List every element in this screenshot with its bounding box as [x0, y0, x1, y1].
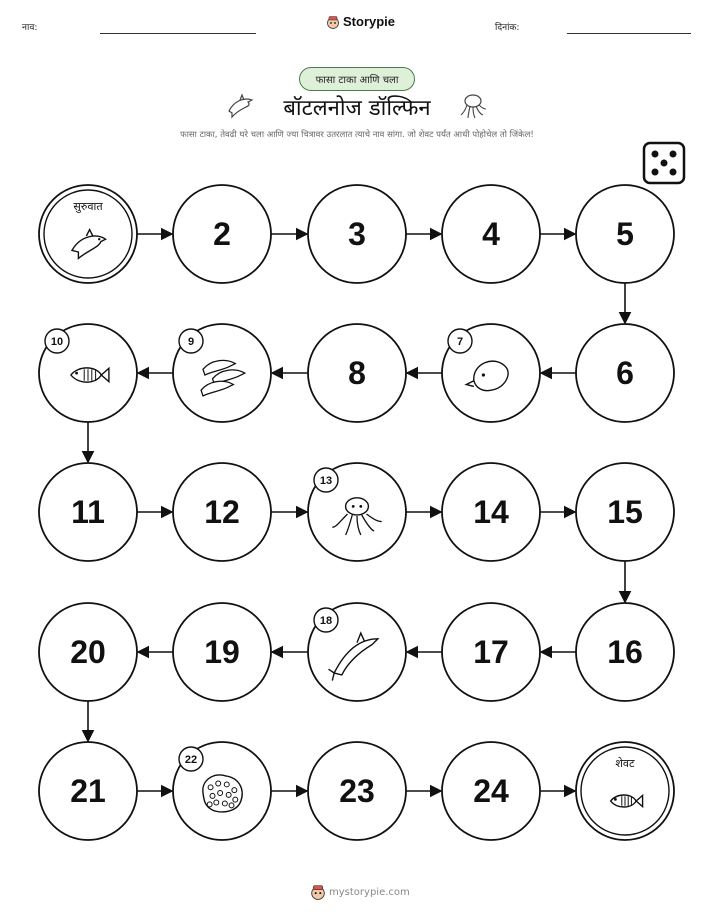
board-cell-11[interactable]	[39, 463, 137, 561]
board-cell-23[interactable]	[308, 742, 406, 840]
board-cell-19[interactable]	[173, 603, 271, 701]
cell-number: 15	[607, 494, 643, 530]
cell-number: 19	[204, 634, 240, 670]
svg-text:22: 22	[184, 754, 198, 766]
board-cell-24[interactable]	[442, 742, 540, 840]
board-cell-9[interactable]	[173, 324, 271, 422]
footer-url[interactable]: mystorypie.com	[329, 886, 410, 898]
end-label: शेवट	[615, 757, 635, 770]
board-cell-5[interactable]	[576, 185, 674, 283]
cell-number-badge	[314, 468, 338, 492]
svg-text:18: 18	[319, 615, 333, 627]
board-cell-4[interactable]	[442, 185, 540, 283]
cell-number: 17	[473, 634, 509, 670]
board-cell-22[interactable]	[173, 742, 271, 840]
board-cell-3[interactable]	[308, 185, 406, 283]
cell-number: 2	[213, 216, 231, 252]
board-cell-20[interactable]	[39, 603, 137, 701]
board-cell-18[interactable]	[308, 603, 406, 701]
cell-number: 8	[348, 355, 366, 391]
board-cell-6[interactable]	[576, 324, 674, 422]
cell-number-badge	[314, 608, 338, 632]
cell-number-badge	[179, 747, 203, 771]
cell-number-badge	[448, 329, 472, 353]
cell-number: 4	[482, 216, 500, 252]
cell-number: 21	[70, 773, 106, 809]
board-cell-14[interactable]	[442, 463, 540, 561]
cell-number-badge	[179, 329, 203, 353]
cell-number: 12	[204, 494, 240, 530]
page-title: बॉटलनोज डॉल्फिन	[283, 96, 431, 121]
board-cell-10[interactable]	[39, 324, 137, 422]
instructions: फासा टाका, तेवढी घरे चला आणि ज्या चित्रावर उतरलात त्याचे नाव सांगा. जो शेवट पर्यंत आधी पोहोचेल तो जिंकेल!	[180, 130, 534, 140]
name-label: नाव:	[22, 23, 38, 33]
footer	[310, 884, 410, 900]
board-cell-21[interactable]	[39, 742, 137, 840]
cell-number: 24	[473, 773, 509, 809]
cell-number: 23	[339, 773, 375, 809]
date-label: दिनांक:	[495, 23, 520, 33]
brand-name: Storypie	[343, 14, 396, 29]
board-cell-2[interactable]	[173, 185, 271, 283]
cell-number: 16	[607, 634, 643, 670]
cell-number: 14	[473, 494, 509, 530]
board-cell-12[interactable]	[173, 463, 271, 561]
board-cell-17[interactable]	[442, 603, 540, 701]
dice-five-icon[interactable]	[644, 143, 684, 183]
storypie-mascot-icon	[310, 884, 326, 900]
board-cell-13[interactable]	[308, 463, 406, 561]
start-label: सुरुवात	[73, 200, 103, 213]
cell-number-badge	[45, 329, 69, 353]
board-cell-8[interactable]	[308, 324, 406, 422]
board-cell-16[interactable]	[576, 603, 674, 701]
svg-text:13: 13	[319, 475, 333, 487]
board-cell-15[interactable]	[576, 463, 674, 561]
end-cell[interactable]	[576, 742, 674, 840]
cell-number: 6	[616, 355, 634, 391]
cell-number: 3	[348, 216, 366, 252]
start-cell[interactable]	[39, 185, 137, 283]
cell-number: 11	[71, 494, 105, 530]
cell-number: 20	[70, 634, 106, 670]
game-tag: फासा टाका आणि चला	[299, 67, 415, 91]
board-cell-7[interactable]	[442, 324, 540, 422]
svg-text:9: 9	[187, 336, 195, 348]
svg-text:7: 7	[456, 336, 464, 348]
cell-number: 5	[616, 216, 634, 252]
svg-text:10: 10	[50, 336, 64, 348]
